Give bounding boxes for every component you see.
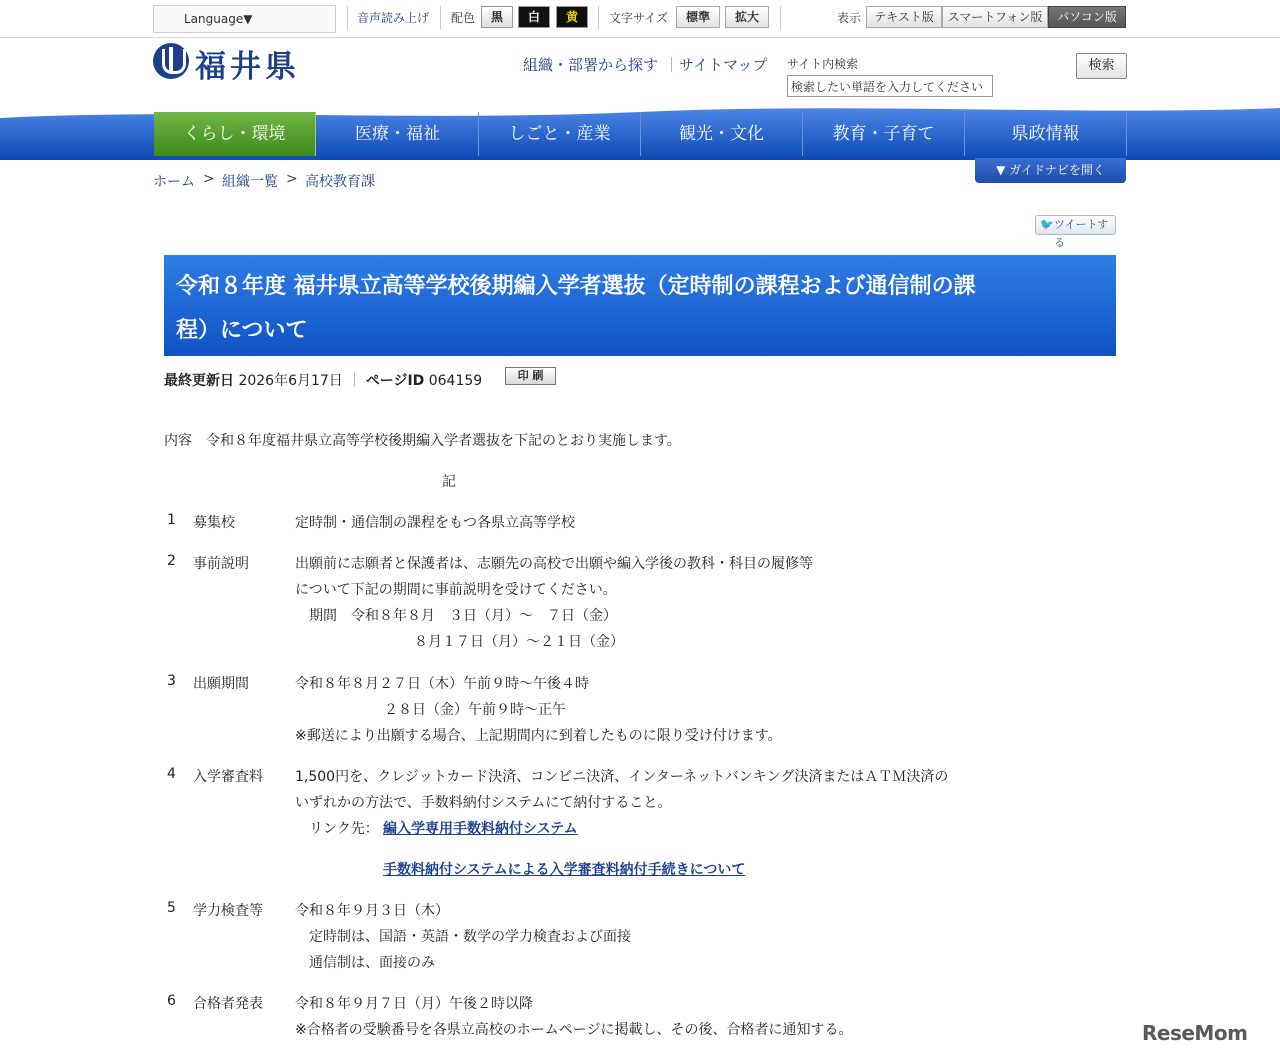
page-meta [164,370,482,390]
print-button[interactable]: 印 刷 [505,367,556,385]
search-button[interactable]: 検索 [1076,53,1127,79]
nav-work[interactable]: しごと・産業 [479,112,641,156]
tweet-button[interactable] [1035,215,1116,249]
section-text: 令和８年９月７日（月）午後２時以降 [295,996,533,1012]
section-text: ２８日（金）午前９時～正午 [384,702,566,718]
pc-version-button[interactable]: パソコン版 [1048,6,1126,28]
font-size-label: 文字サイズ [609,11,669,25]
display-label: 表示 [837,11,862,25]
speech-link[interactable]: 音声読み上げ [357,11,430,25]
section-text: ※合格者の受験番号を各県立高校のホームページに掲載し、その後、合格者に通知する。 [295,1022,853,1038]
fee-system-link[interactable]: 編入学専用手数料納付システム [383,821,578,837]
nav-living[interactable]: くらし・環境 [154,112,316,156]
divider [598,6,599,30]
breadcrumb-home[interactable]: ホーム [153,174,195,190]
font-large-button[interactable]: 拡大 [725,6,769,28]
section-heading: 出願期間 [193,676,249,692]
color-label: 配色 [451,11,476,25]
section-text: 出願前に志願者と保護者は、志願先の高校で出願や編入学後の教科・科目の履修等 [295,556,813,572]
utility-bar [0,0,1280,38]
section-number: 1 [167,512,176,528]
breadcrumb-separator: > [286,171,298,187]
color-white-button[interactable]: 白 [518,6,550,28]
resemom-watermark: ReseMom [1142,1021,1248,1045]
nav-medical[interactable]: 医療・福祉 [317,112,479,156]
section-number: 4 [167,766,176,782]
language-select[interactable]: Language▼ [153,5,336,33]
section-text: いずれかの方法で、手数料納付システムにて納付すること。 [295,795,672,811]
page-title-line1: 令和８年度 福井県立高等学校後期編入学者選抜（定時制の課程および通信制の課 [176,274,976,299]
font-normal-button[interactable]: 標準 [676,6,720,28]
site-search-label: サイト内検索 [787,57,859,71]
intro-text: 内容 令和８年度福井県立高等学校後期編入学者選抜を下記のとおり実施します。 [164,433,681,449]
nav-education[interactable]: 教育・子育て [803,112,965,156]
link-label: リンク先： [309,821,379,837]
section-text: ８月１７日（月）～２１日（金） [414,634,624,650]
page-title-band [164,255,1116,356]
breadcrumb-org[interactable]: 組織一覧 [222,174,278,190]
page-id-value: 064159 [428,373,483,389]
section-text: 通信制は、面接のみ [309,955,435,971]
section-number: 6 [167,993,176,1009]
divider [347,6,348,30]
section-heading: 入学審査料 [193,769,263,785]
section-text: 期間 令和８年８月 ３日（月）～ ７日（金） [309,608,617,624]
page-title [176,265,1104,353]
nav-tourism[interactable]: 観光・文化 [641,112,803,156]
ki-mark: 記 [442,474,456,490]
sitemap-link[interactable]: サイトマップ [679,56,768,74]
breadcrumb-current[interactable]: 高校教育課 [305,174,375,190]
page-id-label: ページID [365,373,425,389]
updated-label: 最終更新日 [164,373,234,389]
twitter-bird-icon: 🐦 [1040,218,1054,231]
page-title-line2: 程）について [176,318,308,343]
updated-value: 2026年6月17日 [238,373,343,389]
tweet-label: ツイートする [1054,218,1109,249]
color-black-button[interactable]: 黒 [481,6,513,28]
section-heading: 合格者発表 [193,996,263,1012]
text-version-button[interactable]: テキスト版 [866,6,942,28]
section-text: 1,500円を、クレジットカード決済、コンビニ決済、インターネットバンキング決済またはＡＴＭ決済の [295,769,949,785]
section-text: 定時制は、国語・英語・数学の学力検査および面接 [309,929,631,945]
section-text: 定時制・通信制の課程をもつ各県立高等学校 [295,515,575,531]
guide-navi-button[interactable]: ▼ ガイドナビを開く [975,158,1126,183]
section-text: 令和８年８月２７日（木）午前９時～午後４時 [295,676,589,692]
section-text: ※郵送により出願する場合、上記期間内に到着したものに限り受け付けます。 [295,728,782,744]
site-logo-text[interactable]: 福井県 [195,49,300,85]
prefecture-logo-icon[interactable] [153,43,189,79]
section-heading: 募集校 [193,515,235,531]
section-text: について下記の期間に事前説明を受けてください。 [295,582,617,598]
org-search-link[interactable]: 組織・部署から探す [523,56,659,74]
breadcrumb-separator: > [203,171,215,187]
section-heading: 事前説明 [193,556,249,572]
section-number: 2 [167,553,176,569]
header-divider: ｜ [664,56,680,74]
fee-procedure-link[interactable]: 手数料納付システムによる入学審査料納付手続きについて [383,862,746,878]
section-number: 5 [167,900,176,916]
divider [780,6,781,30]
color-yellow-button[interactable]: 黄 [556,6,588,28]
section-number: 3 [167,673,176,689]
search-input[interactable] [787,75,993,97]
section-text: 令和８年９月３日（木） [295,903,449,919]
nav-government[interactable]: 県政情報 [965,112,1127,156]
smartphone-version-button[interactable]: スマートフォン版 [942,6,1048,28]
divider [440,6,441,30]
section-heading: 学力検査等 [193,903,263,919]
meta-divider: ｜ [347,373,362,389]
